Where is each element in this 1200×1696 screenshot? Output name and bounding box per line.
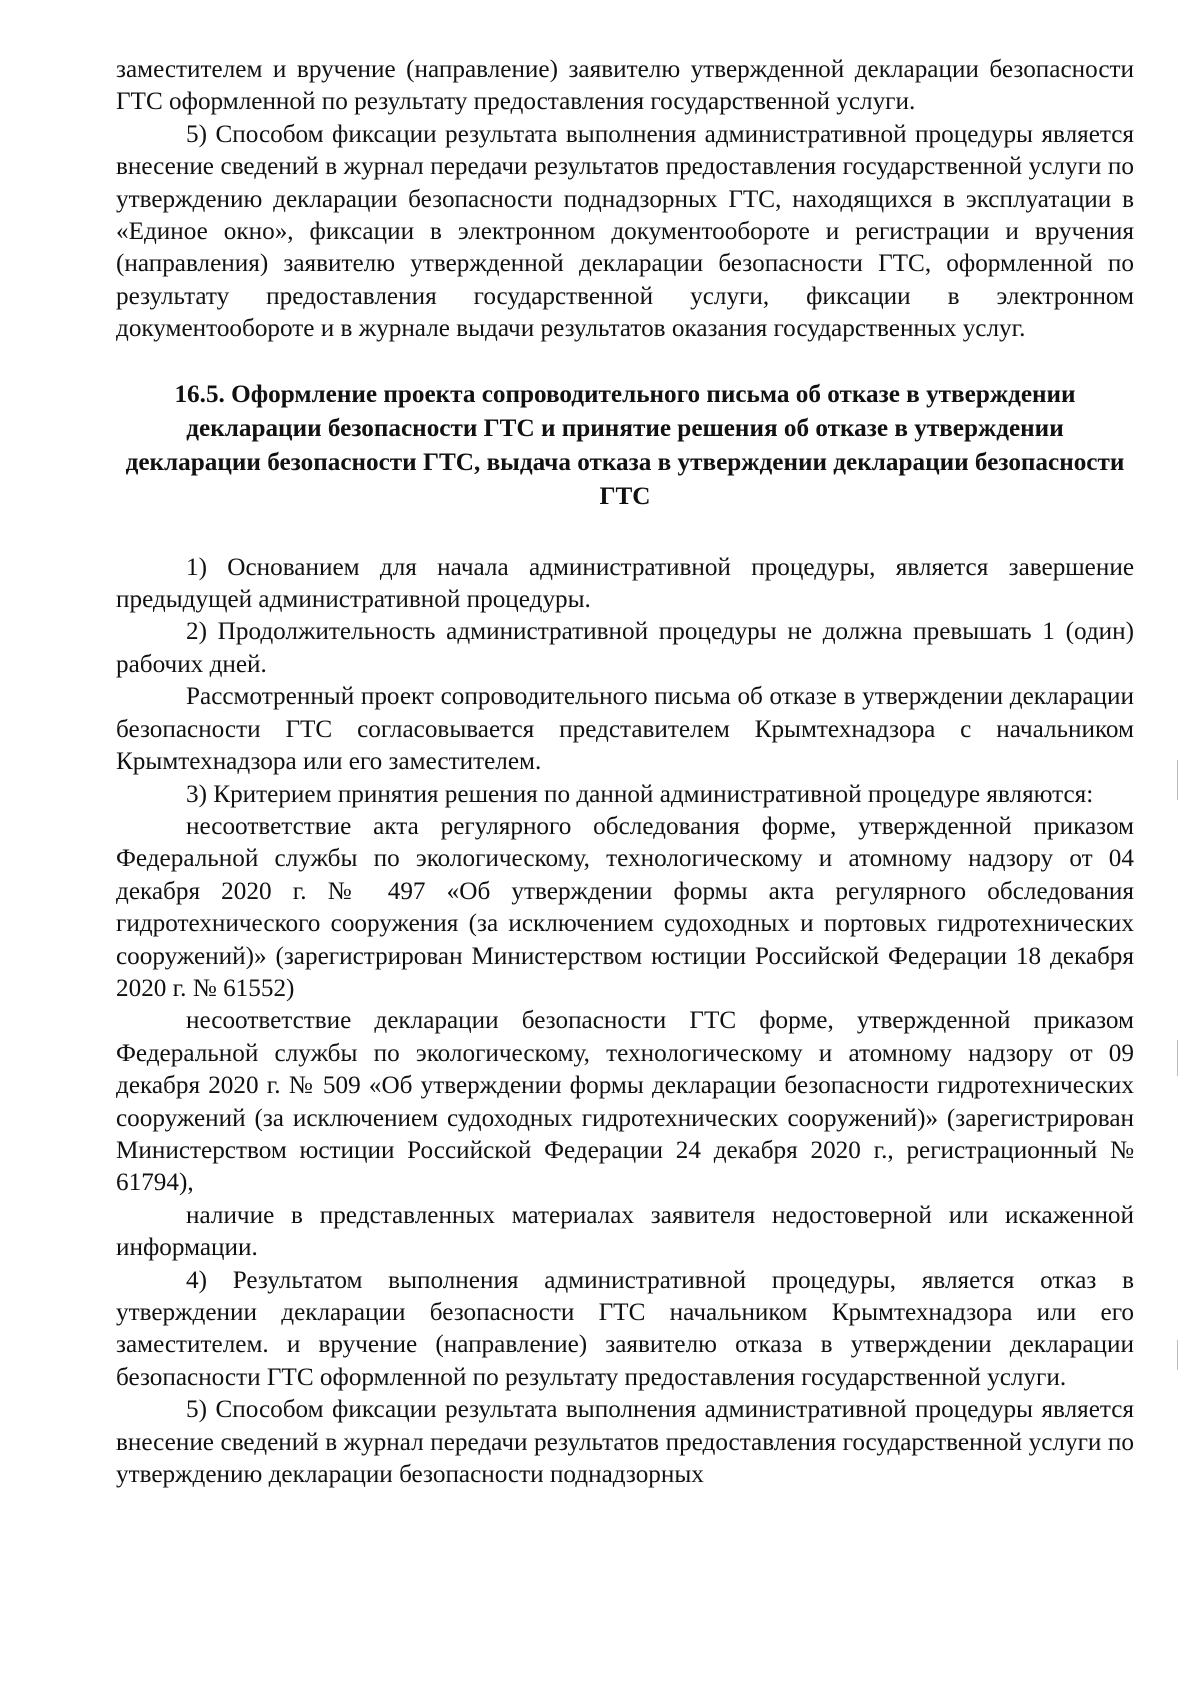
scan-margin-mark — [1177, 1040, 1178, 1076]
scan-margin-mark — [1177, 760, 1178, 800]
item-1-basis-paragraph: 1) Основанием для начала административной процедуры, является завершение предыдущей административной процедуры. — [116, 553, 1134, 614]
criterion-act-form-paragraph: несоответствие акта регулярного обследования форме, утвержденной приказом Федеральной службы по экологическому, технологическому и атомному надзору от 04 декабря 2020 г. № 497 «Об утверждении формы акта регулярного обследования гидротехнического сооружения (за исключением судоходных и портовых гидротехнических сооружений)» (зарегистрирован Министерством юстиции Российской Федерации 18 декабря 2020 г. № 61552) — [116, 812, 1134, 1002]
spacer — [116, 346, 1134, 378]
reviewed-draft-paragraph: Рассмотренный проект сопроводительного письма об отказе в утверждении декларации безопасности ГТС согласовывается представителем Крымтехнадзора с начальником Крымтехнадзора или его заместителем. — [116, 683, 1134, 776]
item-4-result-paragraph: 4) Результатом выполнения административной процедуры, является отказ в утверждении декларации безопасности ГТС начальником Крымтехнадзора или его заместителем. и вручение (направление) заявителю отказа в утверждении декларации безопасности ГТС оформленной по результату предоставления государственной услуги. — [116, 1266, 1134, 1391]
item-3-criteria-paragraph: 3) Критерием принятия решения по данной административной процедуре являются: — [186, 780, 1094, 808]
criterion-false-info-paragraph: наличие в представленных материалах заявителя недостоверной или искаженной информации. — [116, 1201, 1134, 1262]
criterion-declaration-form-paragraph: несоответствие декларации безопасности ГТС форме, утвержденной приказом Федеральной службы по экологическому, технологическому и атомному надзору от 09 декабря 2020 г. № 509 «Об утверждении формы декларации безопасности гидротехнических сооружений (за исключением судоходных гидротехнических сооружений)» (зарегистрирован Министерством юстиции Российской Федерации 24 декабря 2020 г., регистрационный № 61794), — [116, 1007, 1134, 1197]
item-2-duration-paragraph: 2) Продолжительность административной процедуры не должна превышать 1 (один) рабочих дней. — [116, 618, 1134, 678]
scan-margin-mark — [1177, 1340, 1178, 1370]
item-5-fixation-paragraph-second: 5) Способом фиксации результата выполнения административной процедуры является внесение сведений в журнал передачи результатов предоставления государственной услуги по утверждению декларации безопасности поднадзорных — [116, 1396, 1134, 1489]
continuation-paragraph: заместителем и вручение (направление) заявителю утвержденной декларации безопасности ГТС оформленной по результату предоставления государственной услуги. — [116, 56, 1134, 116]
section-heading-16-5: 16.5. Оформление проекта сопроводительного письма об отказе в утверждении декларации безопасности ГТС и принятие решения об отказе в утверждении декларации безопасности ГТС, выдача отказа в утверждении декларации безопасности ГТС — [125, 380, 1125, 510]
item-5-fixation-paragraph: 5) Способом фиксации результата выполнения административной процедуры является внесение сведений в журнал передачи результатов предоставления государственной услуги по утверждению декларации безопасности поднадзорных ГТС, находящихся в эксплуатации в «Единое окно», фиксации в электронном документообороте и регистрации и вручения (направления) заявителю утвержденной декларации безопасности ГТС, оформленной по результату предоставления государственной услуги, фиксации в электронном документообороте и в журнале выдачи результатов оказания государственных услуг. — [116, 120, 1134, 343]
